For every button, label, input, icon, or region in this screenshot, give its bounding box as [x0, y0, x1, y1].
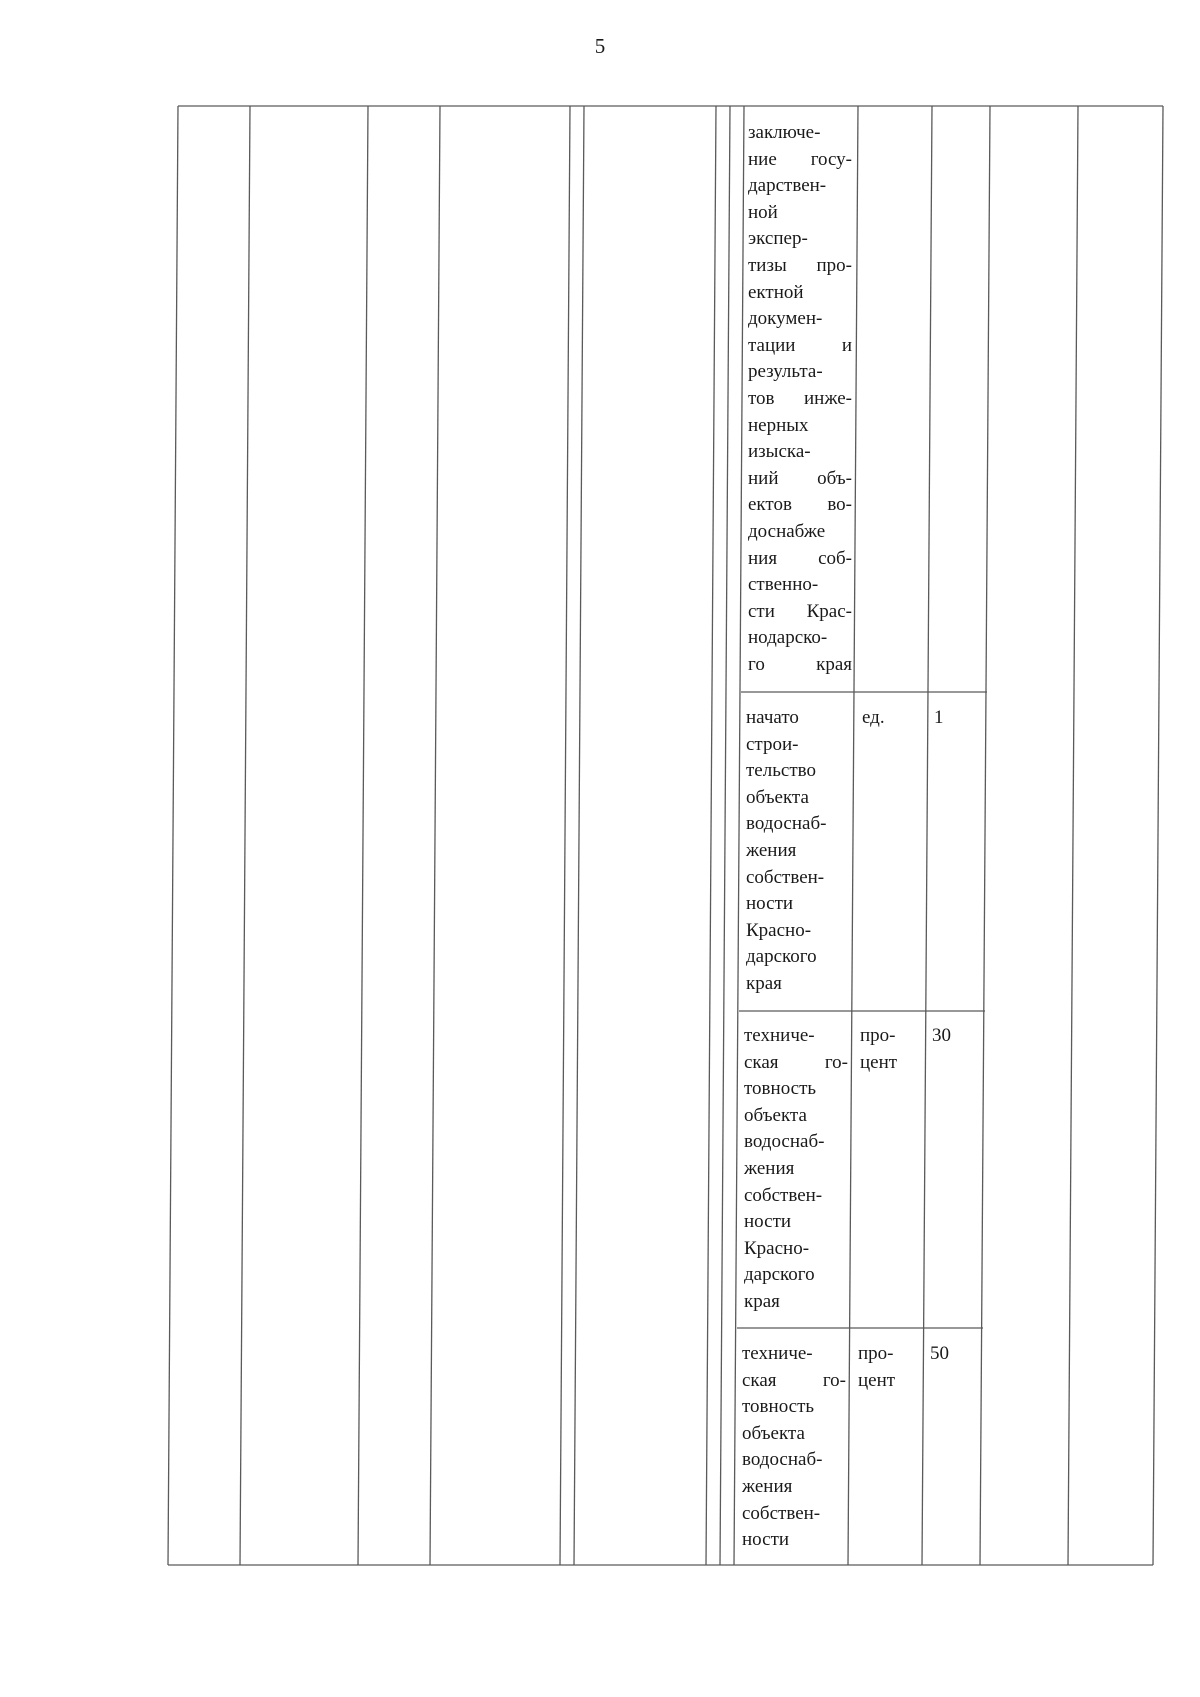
value-cell: 1: [934, 707, 944, 728]
column-rule: [168, 106, 178, 1565]
unit-cell: ед.: [862, 707, 885, 728]
cell-text-line: водоснаб-: [746, 813, 827, 835]
cell-text-line: ности: [744, 1211, 792, 1233]
column-rule: [240, 106, 250, 1565]
cell-text-line: сти Крас-: [748, 600, 852, 622]
unit-cell: [860, 1023, 920, 1076]
cell-text-line: водоснаб-: [744, 1131, 825, 1153]
cell-text-line: го края: [748, 653, 852, 675]
cell-text-line: доснабже: [748, 520, 826, 542]
column-rule: [980, 106, 990, 1565]
cell-text-line: товность: [744, 1078, 817, 1100]
cell-text-line: ская го-: [744, 1051, 848, 1073]
cell-text-line: Красно-: [746, 919, 812, 941]
cell-text-line: тизы про-: [748, 254, 852, 276]
cell-text-line: края: [746, 972, 782, 994]
column-rule: [358, 106, 368, 1565]
column-rule: [720, 106, 730, 1565]
cell-text-line: ектов во-: [748, 494, 852, 516]
cell-text-line: нодарско-: [748, 627, 828, 649]
value-cell: 30: [932, 1025, 951, 1046]
cell-text-line: товность: [742, 1396, 815, 1418]
cell-text-line: объекта: [742, 1422, 805, 1444]
column-rule: [430, 106, 440, 1565]
cell-text-line: начато: [746, 707, 799, 728]
cell-text-line: цент: [860, 1051, 898, 1073]
cell-text-line: тов инже-: [748, 387, 852, 409]
cell-text-line: результа-: [748, 361, 823, 383]
cell-text-line: ская го-: [742, 1369, 846, 1391]
cell-text-line: про-: [858, 1343, 894, 1364]
column-rule: [1068, 106, 1078, 1565]
cell-text-line: дарского: [744, 1264, 815, 1286]
cell-text-line: экспер-: [748, 228, 808, 250]
cell-text-line: собствен-: [746, 866, 825, 888]
unit-cell: [858, 1341, 918, 1394]
cell-text-line: нерных: [748, 414, 809, 436]
cell-text-line: заключе-: [748, 122, 821, 143]
cell-text-line: ния соб-: [748, 547, 852, 569]
cell-text-line: тации и: [748, 334, 852, 356]
page-number: 5: [594, 34, 606, 58]
cell-text-line: дарствен-: [748, 175, 827, 197]
cell-text-line: ние госу-: [748, 148, 852, 170]
cell-text-line: собствен-: [744, 1184, 823, 1206]
cell-text-line: жения: [746, 839, 797, 861]
indicator-name-cell: [746, 705, 850, 998]
cell-text-line: техниче-: [742, 1343, 813, 1364]
column-rule: [574, 106, 584, 1565]
cell-text-line: собствен-: [742, 1502, 821, 1524]
table-right-border: [1153, 106, 1163, 1565]
cell-text-line: ности: [742, 1529, 790, 1551]
cell-text-line: ектной: [748, 281, 804, 303]
value-cell: 50: [930, 1343, 949, 1364]
cell-text-line: края: [744, 1290, 780, 1312]
cell-text-line: про-: [860, 1025, 896, 1046]
column-rule: [560, 106, 570, 1565]
cell-text-line: изыска-: [748, 441, 811, 463]
cell-text-line: жения: [742, 1475, 793, 1497]
cell-text-line: ной: [748, 201, 778, 223]
cell-text-line: ственно-: [748, 574, 819, 596]
cell-text-line: ности: [746, 893, 794, 915]
cell-text-line: цент: [858, 1369, 896, 1391]
cell-text-line: жения: [744, 1157, 795, 1179]
cell-text-line: дарского: [746, 946, 817, 968]
cell-text-line: водоснаб-: [742, 1449, 823, 1471]
cell-text-line: строи-: [746, 733, 799, 755]
indicator-name-cell: [744, 1023, 848, 1316]
cell-text-line: объекта: [744, 1104, 807, 1126]
indicator-name-cell: [748, 120, 852, 678]
column-rule: [706, 106, 716, 1565]
cell-text-line: объекта: [746, 786, 809, 808]
cell-text-line: ний объ-: [748, 467, 852, 489]
cell-text-line: Красно-: [744, 1237, 810, 1259]
cell-text-line: докумен-: [748, 308, 823, 330]
indicator-name-cell: [742, 1341, 846, 1554]
cell-text-line: техниче-: [744, 1025, 815, 1046]
cell-text-line: тельство: [746, 760, 816, 782]
